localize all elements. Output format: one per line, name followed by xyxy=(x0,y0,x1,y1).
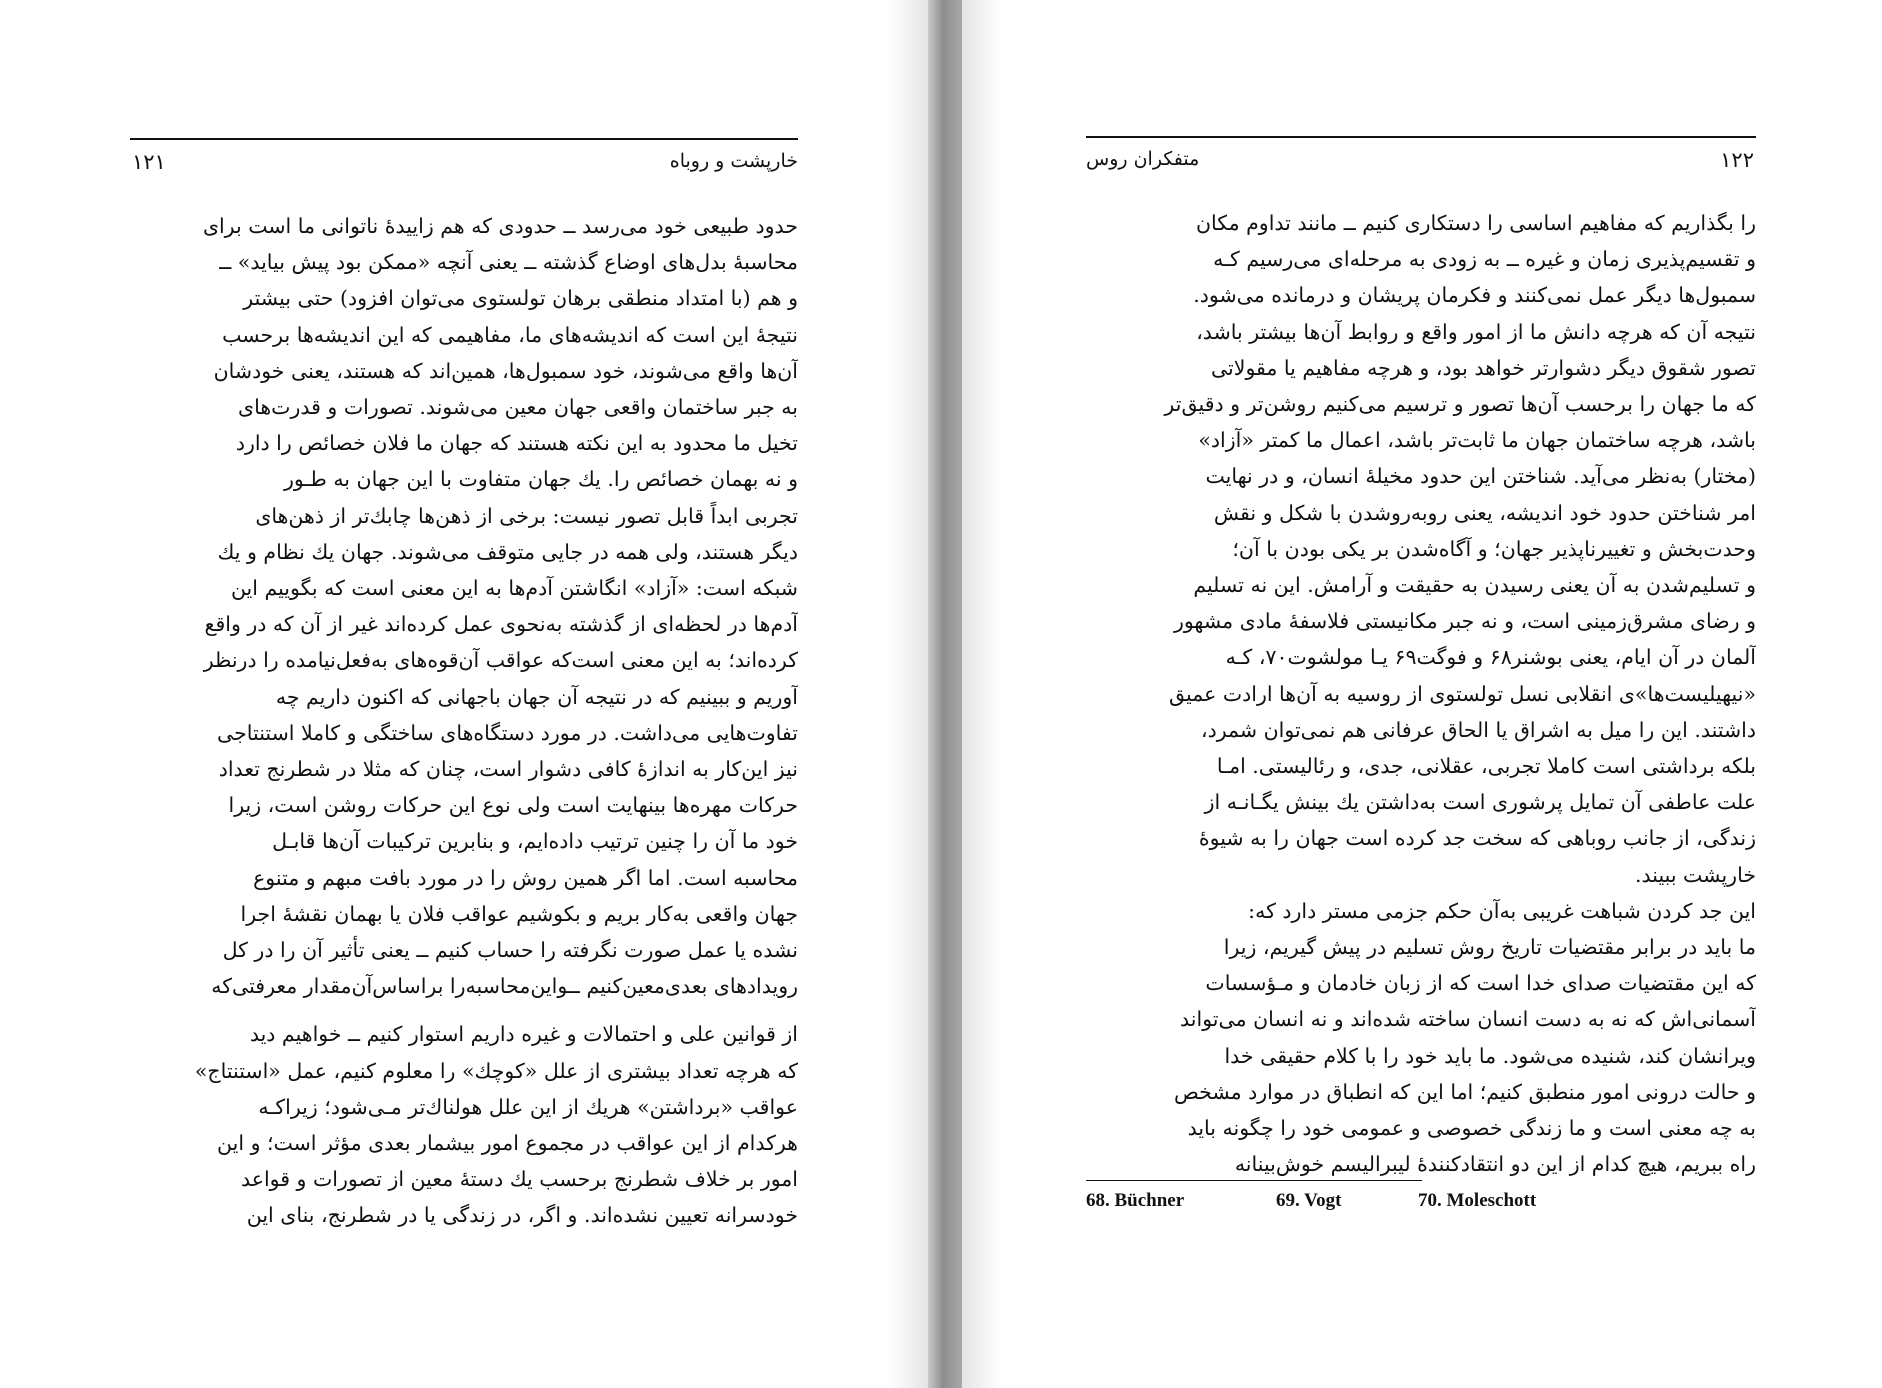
text-line: نتیجه آن که هرچه دانش ما از امور واقع و روابط آن‌ها بیشتر باشد، xyxy=(1196,319,1756,344)
text-line: از قوانین علی و احتمالات و غیره داریم استوار کنیم ــ خواهیم دید xyxy=(249,1022,798,1047)
body-text xyxy=(1086,205,1756,1182)
text-line: تفاوت‌هایی می‌داشت. در مورد دستگاه‌های ساختگی و کاملا استنتاجی xyxy=(217,720,798,745)
text-line: خودسرانه تعیین نشده‌اند. و اگر، در زندگی یا در شطرنج، بنای این xyxy=(246,1203,798,1228)
text-line: که هرچه تعداد بیشتری از علل «کوچك» را معلوم کنیم، عمل «استنتاج» xyxy=(194,1058,798,1083)
text-line: آسمانی‌اش که نه به دست انسان ساخته شده‌اند و نه انسان می‌تواند xyxy=(1180,1007,1756,1032)
text-line: «نیهیلیست‌ها»ی انقلابی نسل تولستوی از روسیه به آن‌ها ارادت عمیق xyxy=(1168,681,1756,706)
text-line: (مختار) به‌نظر می‌آید. شناختن این حدود مخیلۀ انسان، و در نهایت xyxy=(1205,464,1756,489)
body-text xyxy=(130,208,798,1234)
text-line: محاسبه است. اما اگر همین روش را در مورد بافت مبهم و متنوع xyxy=(253,865,798,890)
text-line: راه ببریم، هیچ کدام از این دو انتقادکنندۀ لیبرالیسم خوش‌بینانه xyxy=(1234,1152,1756,1177)
text-line: باشد، هرچه ساختمان جهان ما ثابت‌تر باشد، اعمال ما کمتر «آزاد» xyxy=(1198,428,1756,453)
text-line: این جد کردن شباهت غریبی به‌آن حکم جزمی مستر دارد که: xyxy=(1248,898,1756,923)
text-line: عواقب «برداشتن» هریك از این علل هولناك‌تر مـی‌شود؛ زیراکـه xyxy=(258,1094,798,1119)
text-line: سمبول‌ها دیگر عمل نمی‌کنند و فکرمان پریشان و درمانده می‌شود. xyxy=(1193,283,1756,308)
header-rule xyxy=(130,138,798,140)
text-line: محاسبۀ بدل‌های اوضاع گذشته ــ یعنی آنچه «ممکن بود پیش بیاید» ــ xyxy=(219,250,798,275)
running-header xyxy=(1086,148,1756,178)
text-line: ویرانشان کند، شنیده می‌شود. ما باید خود را با کلام حقیقی خدا xyxy=(1224,1043,1756,1068)
text-line: و تقسیم‌پذیری زمان و غیره ــ به زودی به مرحله‌ای می‌رسیم کـه xyxy=(1213,247,1756,272)
paragraph xyxy=(1086,205,1756,893)
footnote: 68. Büchner xyxy=(1086,1190,1185,1211)
text-line: خود ما آن را چنین ترتیب داده‌ایم، و بنابرین ترکیبات آن‌ها قابـل xyxy=(272,829,798,854)
paragraph xyxy=(130,1016,798,1233)
header-rule xyxy=(1086,136,1756,138)
text-line: و تسلیم‌شدن به آن یعنی رسیدن به حقیقت و آرامش. این نه تسلیم xyxy=(1193,573,1756,598)
text-line: کرده‌اند؛ به این معنی است‌که عواقب آن‌قوه‌های به‌فعل‌نیامده را درنظر xyxy=(203,648,798,673)
text-line: آلمان در آن ایام، یعنی بوشنر۶۸ و فوگت۶۹ یـا مولشوت۷۰، کـه xyxy=(1225,645,1756,670)
text-line: که ما جهان را برحسب آن‌ها تصور و ترسیم می‌کنیم روشن‌تر و دقیق‌تر xyxy=(1164,392,1756,417)
text-line: که این مقتضیات صدای خدا است که از زبان خادمان و مـؤسسات xyxy=(1205,971,1756,996)
text-line: علت عاطفی آن تمایل پرشوری است به‌داشتن یك بینش یگـانـه از xyxy=(1204,790,1756,815)
text-line: و رضای مشرق‌زمینی است، و نه جبر مکانیستی فلاسفۀ مادی مشهور xyxy=(1173,609,1756,634)
footnote: 70. Moleschott xyxy=(1418,1190,1537,1211)
running-title: متفکران روس xyxy=(1086,148,1200,170)
text-line: آن‌ها واقع می‌شوند، خود سمبول‌ها، همین‌اند که هستند، یعنی خودشان xyxy=(213,358,798,383)
footnote: 69. Vogt xyxy=(1276,1190,1342,1211)
text-line: و نه بهمان خصائص را. یك جهان متفاوت با این جهان به طـور xyxy=(283,467,798,492)
text-line: بلکه برداشتی است کاملا تجربی، عقلانی، جدی، و رئالیستی. امـا xyxy=(1216,754,1756,779)
text-line: تخیل ما محدود به این نکته هستند که جهان ما فلان خصائص را دارد xyxy=(235,431,798,456)
text-line: وحدت‌بخش و تغییرناپذیر جهان؛ و آگاه‌شدن بر یکی بودن با آن؛ xyxy=(1232,536,1756,561)
text-line: نتیجۀ این است که اندیشه‌های ما، مفاهیمی که این اندیشه‌ها برحسب xyxy=(222,322,798,347)
text-line: به چه معنی است و ما زندگی خصوصی و عمومی خود را چگونه باید xyxy=(1187,1116,1756,1141)
text-line: هرکدام از این عواقب در مجموع امور بیشمار بعدی مؤثر است؛ و این xyxy=(217,1131,798,1156)
footnotes xyxy=(1086,1190,1756,1216)
book-spine xyxy=(928,0,962,1388)
text-line: به جبر ساختمان واقعی جهان معین می‌شوند. تصورات و قدرت‌های xyxy=(238,395,798,420)
text-line: داشتند. این را میل به اشراق یا الحاق عرفانی هم نمی‌توان شمرد، xyxy=(1201,717,1756,742)
text-line: نشده یا عمل صورت نگرفته را حساب کنیم ــ یعنی تأثیر آن را در کل xyxy=(222,938,798,963)
gutter-shadow xyxy=(962,0,1002,1388)
page-number: ۱۲۱ xyxy=(132,150,166,174)
text-line: جهان واقعی به‌کار بریم و بکوشیم عواقب فلان یا بهمان نقشۀ اجرا xyxy=(240,901,798,926)
text-line: آدم‌ها در لحظه‌ای از گذشته به‌نحوی عمل کرده‌اند غیر از آن که در واقع xyxy=(204,612,798,637)
text-line: ما باید در برابر مقتضیات تاریخ روش تسلیم در پیش گیریم، زیرا xyxy=(1223,935,1756,960)
text-line: حدود طبیعی خود می‌رسد ــ حدودی که هم زاییدۀ ناتوانی ما است برای xyxy=(202,214,798,238)
text-line: تجربی ابداً قابل تصور نیست: برخی از ذهن‌ها چابك‌تر از ذهن‌های xyxy=(255,503,798,528)
footnote-rule xyxy=(1086,1180,1422,1181)
text-line: رویدادهای بعدی‌معین‌کنیم ــواین‌محاسبه‌را براساس‌آن‌مقدار معرفتی‌که xyxy=(211,974,798,999)
text-line: آوریم و ببینیم که در نتیجه آن جهان باجهانی که اکنون داریم چه xyxy=(275,684,798,709)
text-line: نیز این‌کار به اندازۀ کافی دشوار است، چنان که مثلا در شطرنج تعداد xyxy=(218,757,798,782)
page-number: ۱۲۲ xyxy=(1720,148,1754,172)
text-line: حرکات مهره‌ها بینهایت است ولی نوع این حرکات روشن است، زیرا xyxy=(228,793,798,818)
text-line: و هم (با امتداد منطقی برهان تولستوی می‌توان افزود) حتی بیشتر xyxy=(243,286,798,311)
text-line: امور بر خلاف شطرنج برحسب یك دستۀ معین از تصورات و قواعد xyxy=(240,1167,798,1192)
text-line: خارپشت ببیند. xyxy=(1635,862,1756,887)
text-line: و حالت درونی امور منطبق کنیم؛ اما این که انطباق در موارد مشخص xyxy=(1173,1079,1756,1104)
text-line: شبکه است: «آزاد» انگاشتن آدم‌ها به این معنی است که بگوییم این xyxy=(230,576,798,601)
gutter-shadow xyxy=(888,0,928,1388)
text-line: تصور شقوق دیگر دشوارتر خواهد بود، و هرچه مفاهیم یا مقولاتی xyxy=(1210,355,1756,380)
paragraph xyxy=(130,208,798,1004)
text-line: دیگر هستند، ولی همه در جایی متوقف می‌شوند. جهان یك نظام و یك xyxy=(217,539,798,564)
text-line: امر شناختن حدود خود اندیشه، یعنی روبه‌روشدن با شکل و نقش xyxy=(1213,500,1756,525)
right-page xyxy=(962,0,1882,1388)
text-line: را بگذاریم که مفاهیم اساسی را دستکاری کنیم ــ مانند تداوم مکان xyxy=(1196,211,1756,235)
text-line: زندگی، از جانب روباهی که سخت جد کرده است جهان را به شیوۀ xyxy=(1198,826,1756,851)
left-page xyxy=(0,0,928,1388)
running-title: خارپشت و روباه xyxy=(669,150,798,172)
paragraph xyxy=(1086,893,1756,1183)
running-header xyxy=(130,150,798,180)
